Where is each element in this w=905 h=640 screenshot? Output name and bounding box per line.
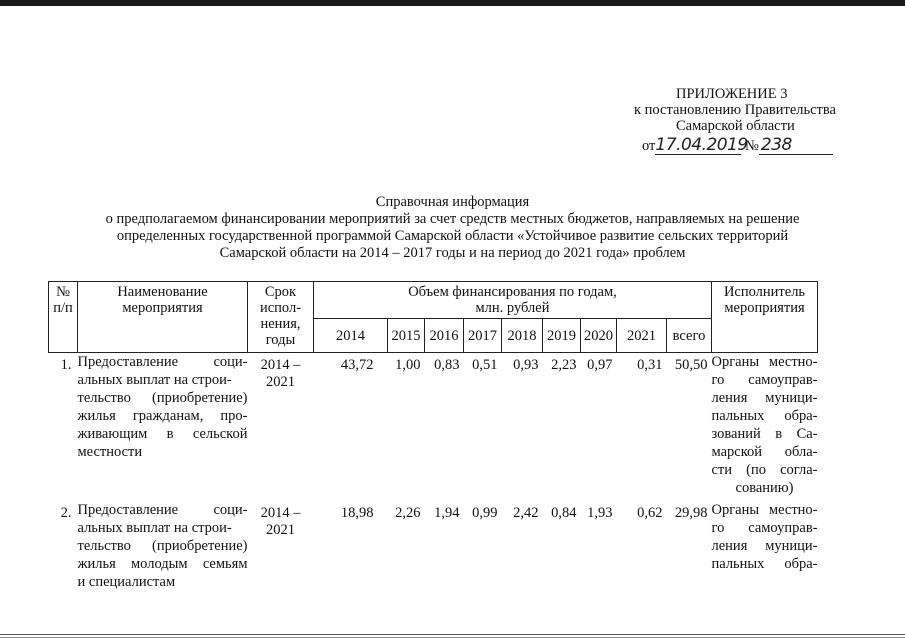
word: тельство: [77, 390, 131, 406]
text-line: [78, 425, 248, 443]
value-2018: 2,42: [513, 504, 539, 521]
word: и специалистам: [77, 573, 176, 590]
word: марской: [711, 444, 763, 460]
text-line: [78, 537, 248, 555]
text-line: [712, 461, 818, 479]
value-2016: 1,94: [434, 504, 460, 521]
text-line: [78, 353, 248, 371]
text-line: [78, 389, 248, 407]
word: Предоставление: [77, 354, 179, 370]
scan-bottom-line-2: [0, 637, 905, 638]
word: обра-: [784, 408, 818, 424]
word: сти: [711, 462, 733, 478]
text-line: [712, 353, 818, 371]
header-year-2014: 2014: [314, 319, 388, 353]
value-2021: 0,62: [637, 504, 663, 521]
header-executor-line1: Исполнитель: [723, 284, 806, 300]
text-line: [712, 479, 818, 497]
word: самоуправ-: [748, 372, 818, 388]
value-2015: 2,26: [395, 504, 421, 521]
text-line: [712, 537, 818, 555]
table-row: [49, 501, 818, 591]
header-name-line1: Наименование: [117, 284, 208, 300]
word: про-: [220, 408, 248, 424]
header-term: [248, 282, 314, 353]
header-year-total: всего: [667, 319, 712, 353]
term-period: [248, 353, 314, 501]
word: Предоставление: [77, 501, 179, 518]
word: муници-: [765, 390, 818, 406]
table-body: [49, 353, 818, 591]
value-2014: 43,72: [340, 357, 374, 373]
word: муници-: [765, 537, 818, 554]
value-2019: 2,23: [551, 357, 577, 373]
header-term-line1: Срок: [264, 284, 297, 300]
word: (приобретение): [152, 390, 248, 406]
appendix-title: ПРИЛОЖЕНИЕ 3: [676, 86, 788, 102]
word: молодым: [131, 555, 188, 572]
value-2018: 0,93: [513, 357, 539, 373]
text-line: [712, 519, 818, 537]
title-heading: Справочная информация: [375, 194, 530, 210]
word: в: [775, 426, 783, 442]
header-year-2019: 2019: [543, 319, 581, 353]
word: соци-: [213, 354, 248, 370]
word: обра-: [784, 555, 818, 572]
term-end: 2021: [266, 374, 295, 390]
term-start: 2014 –: [260, 357, 301, 373]
text-line: [712, 407, 818, 425]
text-line: [78, 407, 248, 425]
word: альных выплат на строи-: [77, 372, 232, 388]
word: ления: [711, 537, 748, 554]
word: (по: [746, 462, 766, 478]
header-name: [78, 282, 248, 353]
word: жилья: [77, 408, 116, 424]
header-term-line2: испол-: [259, 300, 302, 316]
word: Са-: [796, 426, 818, 442]
document-title: [40, 194, 865, 262]
word: зований: [711, 426, 761, 442]
row-number: 2.: [60, 504, 72, 521]
text-line: [712, 555, 818, 573]
text-line: [712, 389, 818, 407]
executor: [712, 501, 818, 591]
header-executor: [712, 282, 818, 353]
word: жилья: [77, 555, 116, 572]
word: пальных: [711, 555, 765, 572]
word: Органы: [711, 501, 760, 518]
value-total: 29,98: [674, 504, 708, 521]
number-field: [759, 135, 833, 155]
date-field: [655, 135, 748, 155]
word: местно-: [768, 501, 818, 518]
header-volume-line1: Объем финансирования по годам,: [408, 284, 617, 300]
header-name-line2: мероприятия: [122, 300, 203, 316]
value-2021: 0,31: [637, 357, 663, 373]
text-line: [712, 501, 818, 519]
word: обла-: [784, 444, 818, 460]
executor: [712, 353, 818, 501]
word: Органы: [711, 354, 760, 370]
text-line: [78, 519, 248, 537]
value-2014: 18,98: [340, 504, 374, 521]
word: живающим: [77, 426, 148, 442]
title-line-3: определенных государственной программой Самарской области «Устойчивое развитие сельских территорий: [116, 228, 789, 244]
header-num: [49, 282, 78, 353]
financing-table: [48, 281, 818, 591]
handwritten-number: 238: [760, 135, 792, 155]
word: самоуправ-: [748, 519, 818, 536]
text-line: [78, 555, 248, 573]
header-term-line4: годы: [265, 332, 296, 348]
number-prefix: №: [745, 138, 759, 154]
header-year-2021: 2021: [617, 319, 667, 353]
value-2020: 1,93: [587, 504, 613, 521]
title-line-2: о предполагаемом финансировании мероприятий за счет средств местных бюджетов, направляемых на решение: [105, 211, 800, 227]
header-volume-line2: млн. рублей: [475, 300, 550, 316]
measure-name: [78, 501, 248, 591]
word: сованию): [735, 480, 794, 496]
value-2019: 0,84: [551, 504, 577, 521]
table-row: [49, 353, 818, 501]
text-line: [78, 573, 248, 591]
handwritten-date: 17.04.2019: [655, 135, 748, 155]
appendix-region-line: Самарской области: [676, 118, 795, 134]
term-period: [248, 501, 314, 591]
word: гражданам,: [132, 408, 204, 424]
word: альных выплат на строи-: [77, 519, 232, 536]
scan-top-border: [0, 0, 905, 6]
text-line: [712, 443, 818, 461]
appendix-date-line: [642, 135, 833, 155]
text-line: [712, 425, 818, 443]
word: в: [166, 426, 174, 442]
word: го: [711, 519, 725, 536]
word: местности: [77, 444, 143, 460]
value-2017: 0,51: [472, 357, 498, 373]
text-line: [78, 501, 248, 519]
header-year-2020: 2020: [581, 319, 617, 353]
word: го: [711, 372, 725, 388]
title-line-4: Самарской области на 2014 – 2017 годы и на период до 2021 года» проблем: [219, 245, 686, 261]
date-prefix: от: [642, 138, 656, 154]
value-2017: 0,99: [472, 504, 498, 521]
term-start: 2014 –: [260, 504, 301, 521]
word: пальных: [711, 408, 765, 424]
header-executor-line2: мероприятия: [724, 300, 805, 316]
header-num-line2: п/п: [53, 300, 73, 316]
word: тельство: [77, 537, 131, 554]
scan-bottom-line: [0, 634, 905, 635]
word: местно-: [768, 354, 818, 370]
header-year-2017: 2017: [464, 319, 502, 353]
header-volume: [314, 282, 712, 319]
header-year-2016: 2016: [425, 319, 464, 353]
measure-name: [78, 353, 248, 501]
header-year-2015: 2015: [388, 319, 425, 353]
value-2016: 0,83: [434, 357, 460, 373]
text-line: [78, 443, 248, 461]
word: согла-: [780, 462, 818, 478]
term-end: 2021: [266, 521, 295, 538]
word: семьям: [202, 555, 248, 572]
word: ления: [711, 390, 748, 406]
word: (приобретение): [152, 537, 248, 554]
text-line: [712, 371, 818, 389]
value-2015: 1,00: [395, 357, 421, 373]
word: соци-: [213, 501, 248, 518]
appendix-resolution-line: к постановлению Правительства: [634, 102, 836, 118]
value-2020: 0,97: [587, 357, 613, 373]
header-year-2018: 2018: [502, 319, 543, 353]
row-number: 1.: [60, 357, 72, 373]
text-line: [78, 371, 248, 389]
word: сельской: [192, 426, 248, 442]
header-num-line1: №: [56, 284, 70, 300]
header-term-line3: нения,: [260, 316, 301, 332]
value-total: 50,50: [674, 357, 708, 373]
